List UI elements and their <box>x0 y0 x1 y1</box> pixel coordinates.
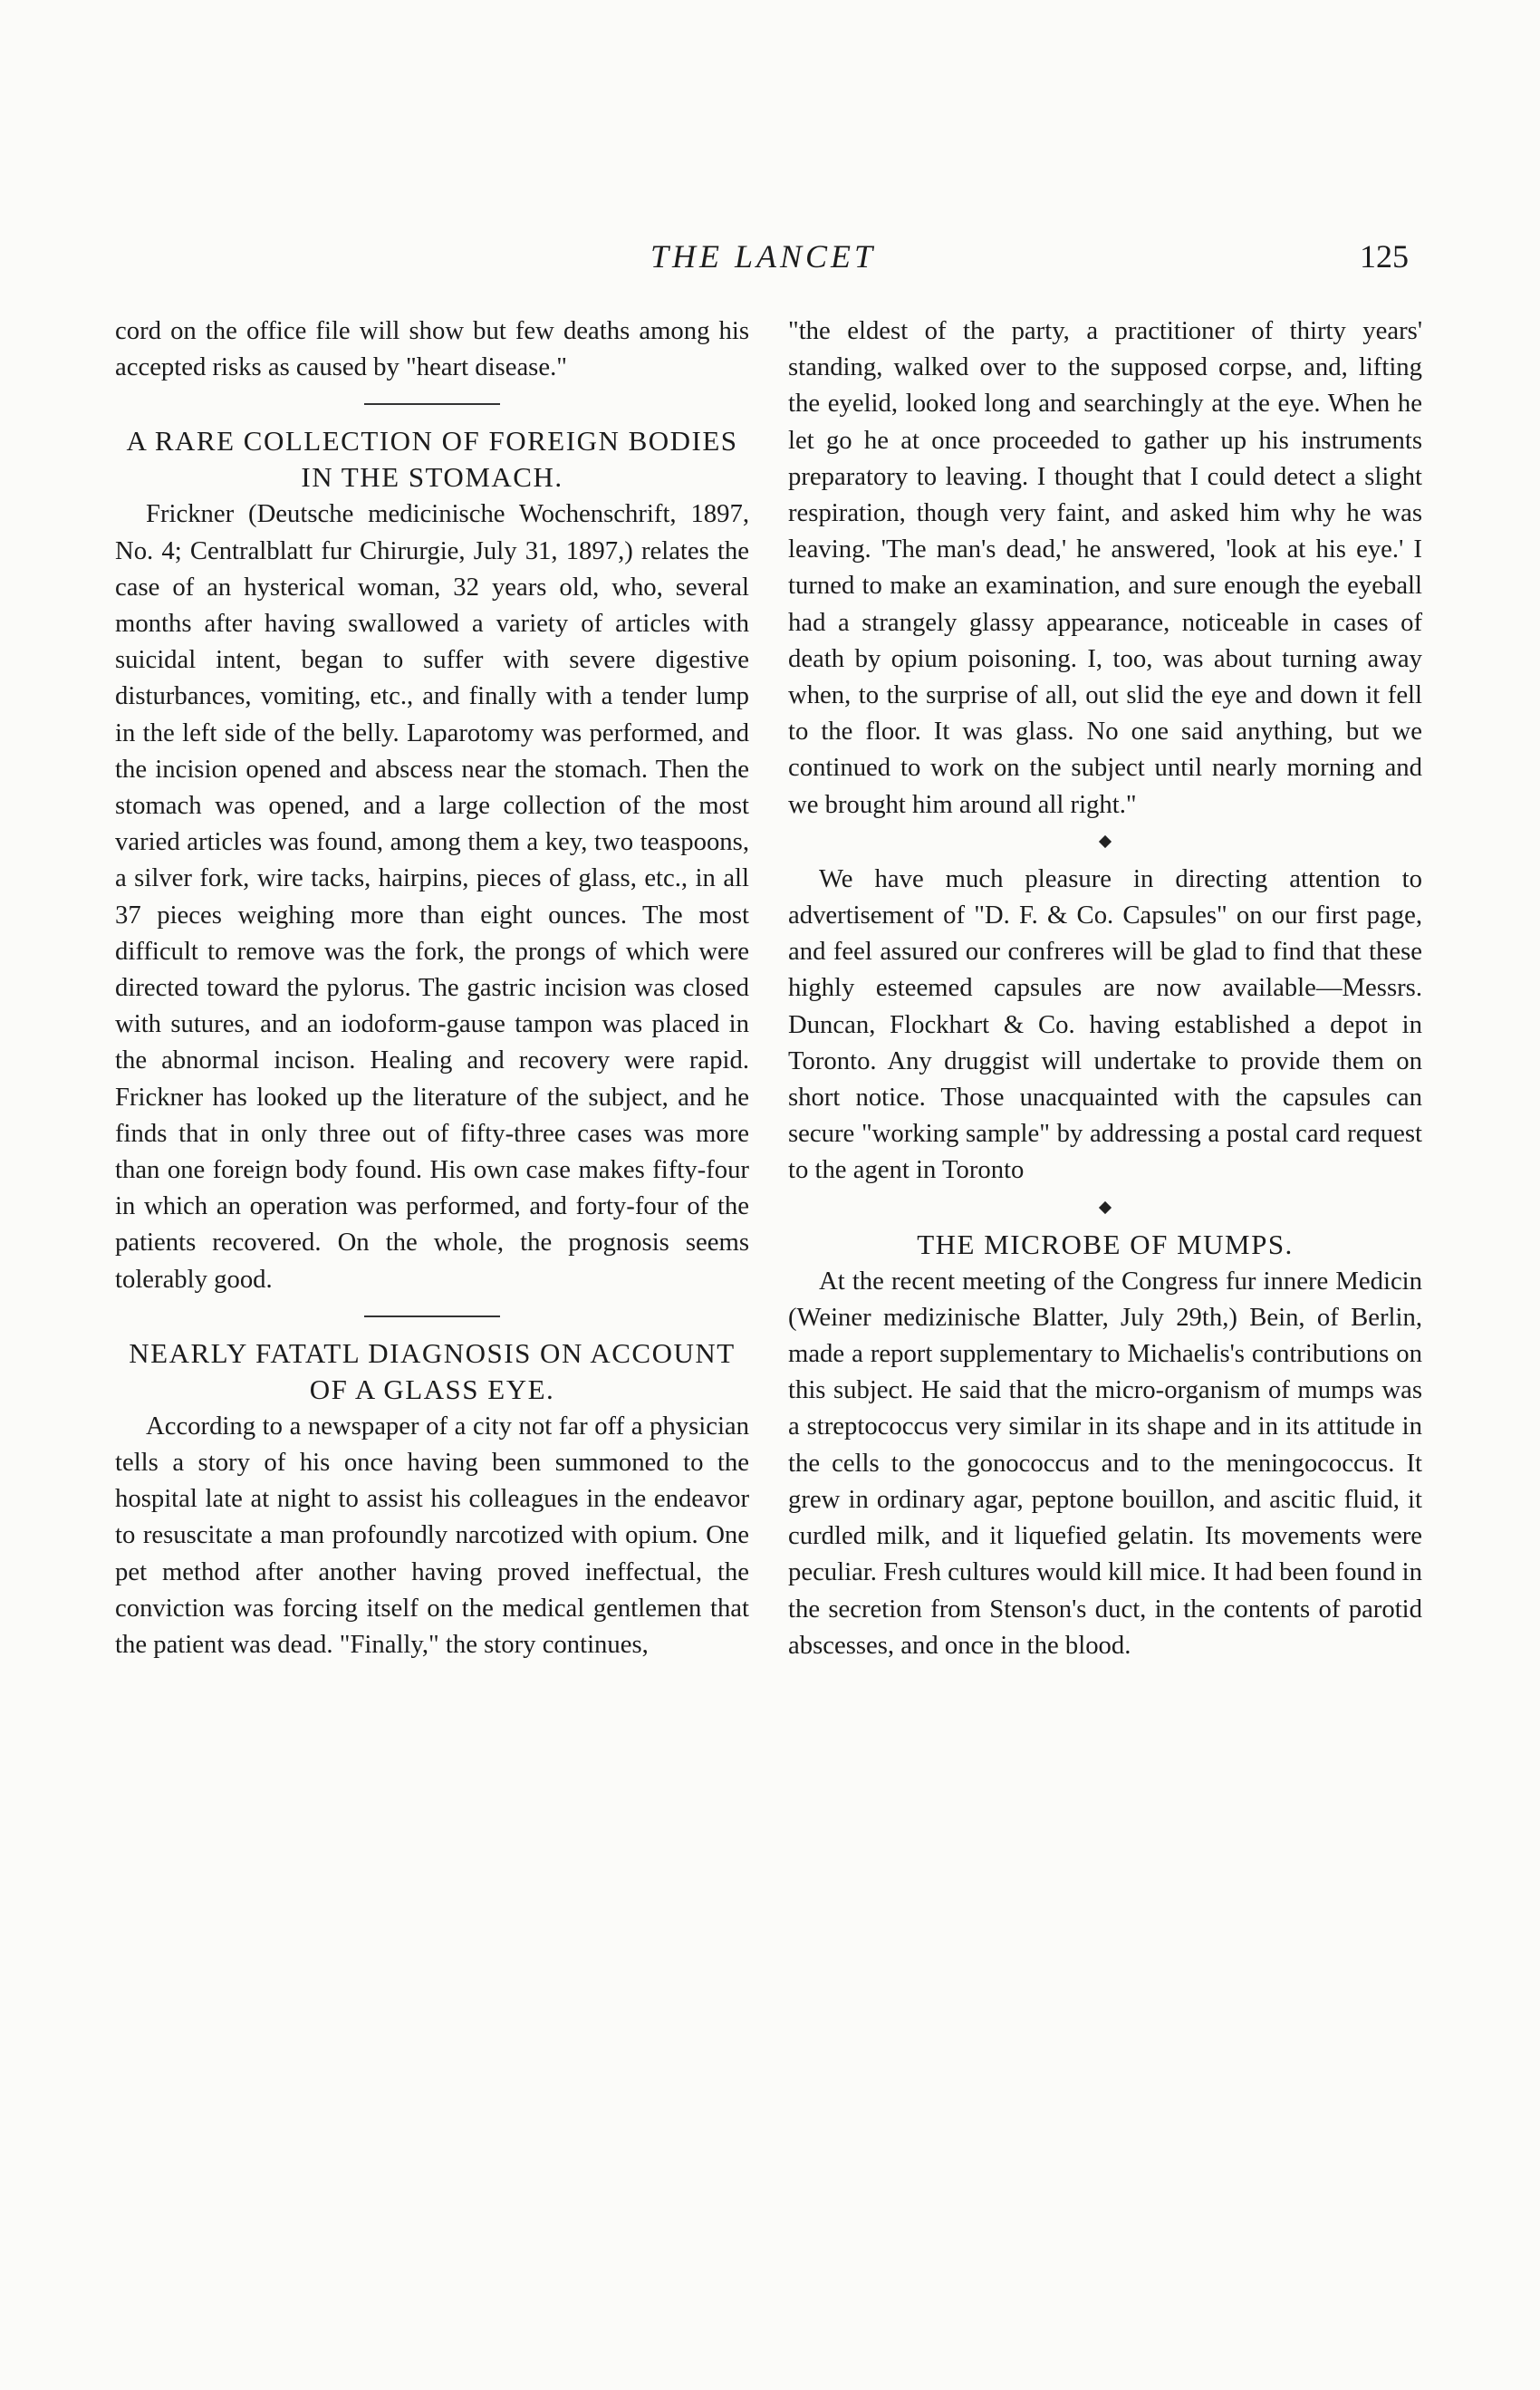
article-heading: A RARE COLLECTION OF FOREIGN BODIES IN THE STOMACH. <box>126 425 738 494</box>
section-divider <box>115 1297 749 1335</box>
journal-title: THE LANCET <box>650 238 877 275</box>
article-heading: NEARLY FATATL DIAGNOSIS ON ACCOUNT OF A GLASS EYE. <box>129 1336 736 1405</box>
advertisement-notice: We have much pleasure in directing attention to advertisement of "D. F. & Co. Capsules" on our first page, and feel assured our confreres will be glad to find that these highly esteemed capsules are now available—Messrs. Duncan, Flockhart & Co. having established a depot in Toronto. Any druggist will undertake to provide them on short notice. Those unacquainted with the capsules can secure "working sample" by addressing a postal card request to the agent in Toronto <box>788 863 1422 1185</box>
page-number: 125 <box>1360 238 1409 275</box>
section-divider <box>788 1189 1422 1227</box>
continued-paragraph: cord on the office file will show but few deaths among his accepted risks as caused by "heart disease." <box>115 316 749 382</box>
article-body: Frickner (Deutsche medicinische Wochenschrift, 1897, No. 4; Centralblatt fur Chirurgie, July 31, 1897,) relates the case of an hysterical woman, 32 years old, who, several months after having swallowed a variety of articles with suicidal intent, began to suffer with severe digestive disturbances, vomiting, etc., and finally with a tender lump in the left side of the belly. Laparotomy was performed, and the incision opened and abscess near the stomach. Then the stomach was opened, and a large collection of the most varied articles was found, among them a key, two teaspoons, a silver fork, wire tacks, hairpins, pieces of glass, etc., in all 37 pieces weighing more than eight ounces. The most difficult to remove was the fork, the prongs of which were directed toward the pylorus. The gastric incision was closed with sutures, and an iodoform-gause tampon was placed in the abnormal incison. Healing and recovery were rapid. Frickner has looked up the literature of the subject, and he finds that in only three out of fifty-three cases was more than one foreign body found. His own case makes fifty-four in which an operation was performed, and forty-four of the patients recovered. On the whole, the prognosis seems tolerably good. <box>115 499 749 1294</box>
running-header <box>118 237 1409 284</box>
article-body: According to a newspaper of a city not far off a physician tells a story of his once having been summoned to the hospital late at night to assist his colleagues in the endeavor to resuscitate a man profoundly narcotized with opium. One pet method after another having proved ineffectual, the conviction was forcing itself on the medical gentlemen that the patient was dead. "Finally," the story continues, <box>115 1411 749 1660</box>
section-divider <box>788 823 1422 861</box>
article-heading: THE MICROBE OF MUMPS. <box>917 1228 1294 1260</box>
continued-paragraph: "the eldest of the party, a practitioner of thirty years' standing, walked over to the supposed corpse, and, lifting the eyelid, looked long and searchingly at the eye. When he let go he at once proceeded to gather up his instruments preparatory to leaving. I thought that I could detect a slight respiration, though very faint, and asked him why he was leaving. 'The man's dead,' he answered, 'look at his eye.' I turned to make an examination, and sure enough the eyeball had a strangely glassy appearance, noticeable in cases of death by opium poisoning. I, too, was about turning away when, to the surprise of all, out slid the eye and down it fell to the floor. It was glass. No one said anything, but we continued to work on the subject until nearly morning and we brought him around all right." <box>788 316 1422 819</box>
section-divider <box>115 385 749 423</box>
left-column <box>115 313 749 1662</box>
right-column <box>788 313 1422 1663</box>
article-body: At the recent meeting of the Congress fur innere Medicin (Weiner medizinische Blatter, July 29th,) Bein, of Berlin, made a report supplementary to Michaelis's contributions on this subject. He said that the micro-organism of mumps was a streptococcus very similar in its shape and in its attitude in the cells to the gonococcus and to the meningococcus. It grew in ordinary agar, peptone bouillon, and ascitic fluid, it curdled milk, and it liquefied gelatin. Its movements were peculiar. Fresh cultures would kill mice. It had been found in the secretion from Stenson's duct, in the contents of parotid abscesses, and once in the blood. <box>788 1266 1422 1660</box>
